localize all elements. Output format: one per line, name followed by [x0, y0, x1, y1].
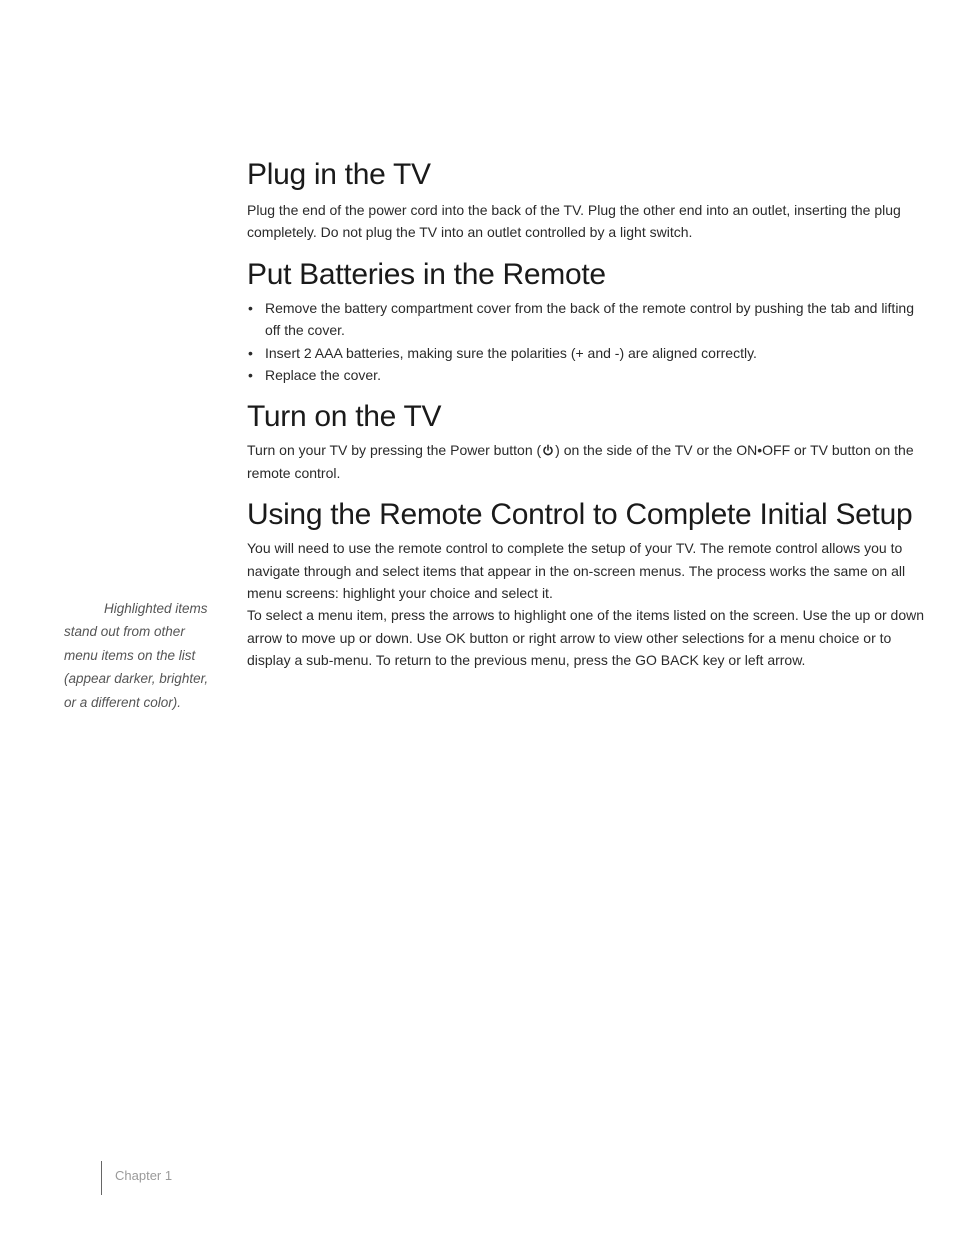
- remote-setup-paragraph: To select a menu item, press the arrows to highlight one of the items listed on the screen. Use the up or down arrow to move up or down. Use OK button or right arrow to view other selections for a menu choice or to display a sub-menu. To return to the previous menu, press the GO BACK key or left arrow.: [247, 607, 925, 669]
- turn-on-instructions: [247, 439, 927, 484]
- chapter-label: Chapter 1: [115, 1168, 173, 1183]
- list-item-text: Replace the cover.: [265, 367, 381, 384]
- list-item: [247, 297, 927, 342]
- turn-on-text-start: Turn on your TV by pressing the Power button (: [247, 442, 542, 459]
- heading-put-batteries: Put Batteries in the Remote: [247, 257, 606, 291]
- heading-remote-initial-setup: Using the Remote Control to Complete Initial Setup: [247, 498, 913, 532]
- bullet-marker: •: [248, 344, 253, 361]
- list-item: [247, 364, 927, 386]
- section-remote-setup: [247, 492, 927, 671]
- remote-setup-paragraph: You will need to use the remote control to complete the setup of your TV. The remote control allows you to navigate through and select items that appear in the on-screen menus. The process works the same on all menu screens: highlight your choice and select it.: [247, 540, 906, 602]
- bullet-marker: •: [248, 367, 253, 384]
- list-item-text: Remove the battery compartment cover from the back of the remote control by pushing the tab and lifting off the cover.: [265, 299, 915, 339]
- power-icon: [542, 440, 554, 452]
- heading-plug-in-tv: Plug in the TV: [247, 158, 431, 191]
- heading-turn-on-tv: Turn on the TV: [247, 400, 442, 434]
- section-plug-in: [247, 152, 927, 244]
- section-turn-on: [247, 394, 927, 484]
- turn-on-text-end: ) on the side of the TV or the ON•OFF or TV button on the remote control.: [247, 442, 914, 481]
- footer-divider: [101, 1161, 102, 1195]
- sidebar-note: Highlighted items stand out from other menu items on the list (appear darker, brighter, or a different color).: [64, 601, 209, 710]
- plug-in-instructions: Plug the end of the power cord into the back of the TV. Plug the other end into an outlet, inserting the plug completely. Do not plug the TV into an outlet controlled by a light switch.: [247, 202, 901, 241]
- battery-steps-list: [247, 297, 927, 387]
- bullet-marker: •: [248, 299, 253, 316]
- list-item: [247, 342, 927, 364]
- section-batteries: [247, 252, 927, 387]
- main-content: [247, 152, 927, 672]
- list-item-text: Insert 2 AAA batteries, making sure the polarities (+ and -) are aligned correctly.: [265, 344, 757, 361]
